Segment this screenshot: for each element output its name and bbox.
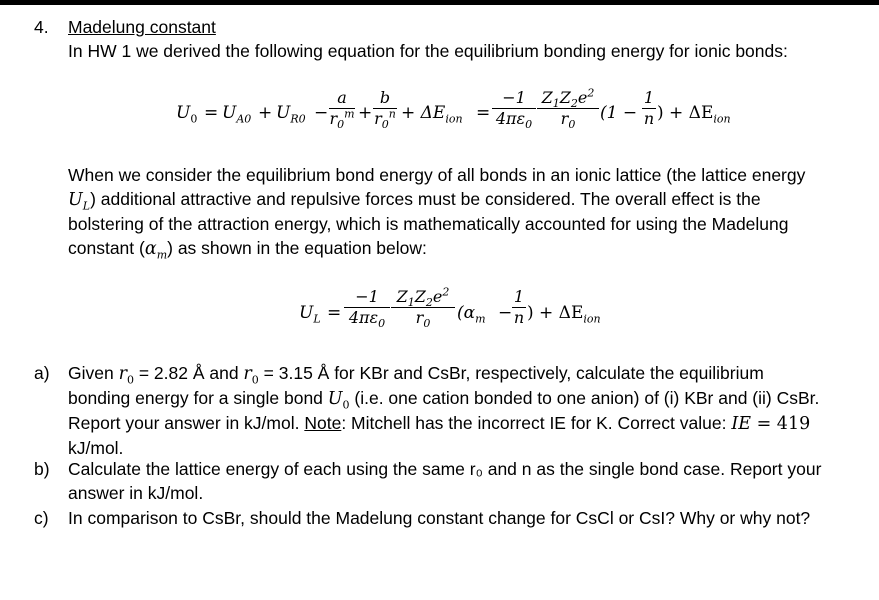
item-a (34, 361, 864, 457)
para-line-2: $U_L$) additional attractive and repulsive forces must be considered. The overall effect is the (68, 189, 761, 213)
eq2-equals: = (327, 303, 342, 323)
eq1-frac-b: b $r_0^n$ (374, 88, 396, 132)
eq1-plus2: + (358, 103, 373, 123)
eq1-equals: = (204, 103, 219, 123)
eq1-frac-a: a $r_0^m$ (329, 88, 355, 132)
eq1-frac-d: $Z_1Z_2e^2$ $r_0$ (537, 88, 599, 129)
eq1-frac-e: 1 n (643, 88, 655, 128)
item-b-line-2: answer in kJ/mol. (68, 483, 204, 503)
para-line-3: bolstering of the attraction energy, which is mathematically accounted for using the Madelung (68, 214, 789, 234)
para-line-1: When we consider the equilibrium bond energy of all bonds in an ionic lattice (the lattice energy (68, 165, 806, 185)
item-c-body (68, 506, 858, 530)
eq1-tail: ) + $\Delta E_{ion}$ (657, 103, 731, 126)
item-c-line-1: In comparison to CsBr, should the Madelung constant change for CsCl or CsI? Why or why not? (68, 508, 811, 528)
item-a-line-1: Given $r_0 = 2.82$ Å and $r_0 = 3.15$ Å for KBr and CsBr, respectively, calculate the equilibrium (68, 363, 764, 387)
question-title: Madelung constant (68, 17, 216, 37)
eq1-ur: $U_{R0}$ (276, 103, 306, 126)
eq2-tail: ) + $\Delta E_{ion}$ (527, 303, 601, 326)
eq2-frac-e: 1 n (513, 287, 525, 327)
item-c (34, 506, 864, 530)
item-a-line-2: bonding energy for a single bond $U_0$ (i.e. one cation bonded to one anion) of (i) KBr and (ii) CsBr. (68, 388, 820, 412)
eq2-paren-open: ($\alpha_m$ (457, 303, 486, 326)
para-line-4: constant $(\alpha_m)$ as shown in the equation below: (68, 238, 427, 262)
eq1-ua: $U_{A0}$ (222, 103, 252, 126)
eq2-lhs: $U_L$ (299, 303, 321, 326)
lattice-paragraph (68, 163, 858, 261)
question-intro: In HW 1 we derived the following equation for the equilibrium bonding energy for ionic bonds: (68, 41, 788, 61)
item-b-line-1: Calculate the lattice energy of each using the same r₀ and n as the single bond case. Report your (68, 459, 822, 479)
eq1-minus: − (314, 103, 329, 123)
eq1-lhs: $U_0$ (176, 103, 198, 126)
note-label: Note (304, 413, 342, 433)
item-a-line-4: kJ/mol. (68, 438, 124, 458)
item-a-label: a) (34, 363, 50, 383)
eq2-frac-d: $Z_1Z_2e^2$ $r_0$ (391, 287, 455, 328)
eq1-delta-e: + $\Delta E_{ion}$ (401, 103, 463, 126)
item-b-label: b) (34, 459, 50, 479)
item-b-body (68, 457, 858, 505)
item-b (34, 457, 864, 505)
item-c-label: c) (34, 508, 49, 528)
eq1-paren-open: (1 − (600, 103, 638, 123)
item-a-line-3: Report your answer in kJ/mol. Note: Mitchell has the incorrect IE for K. Correct value: IE = 419 (68, 413, 811, 434)
item-a-body (68, 361, 858, 460)
eq2-minus: − (498, 303, 513, 323)
eq1-equals2: = (476, 103, 491, 123)
eq2-frac-c: −1 $4\pi\varepsilon_0$ (344, 287, 390, 328)
eq1-frac-c: −1 $4\pi\varepsilon_0$ (492, 88, 536, 129)
top-border (0, 0, 879, 5)
question-number: 4. (34, 17, 49, 37)
eq1-plus1: + (258, 103, 273, 123)
